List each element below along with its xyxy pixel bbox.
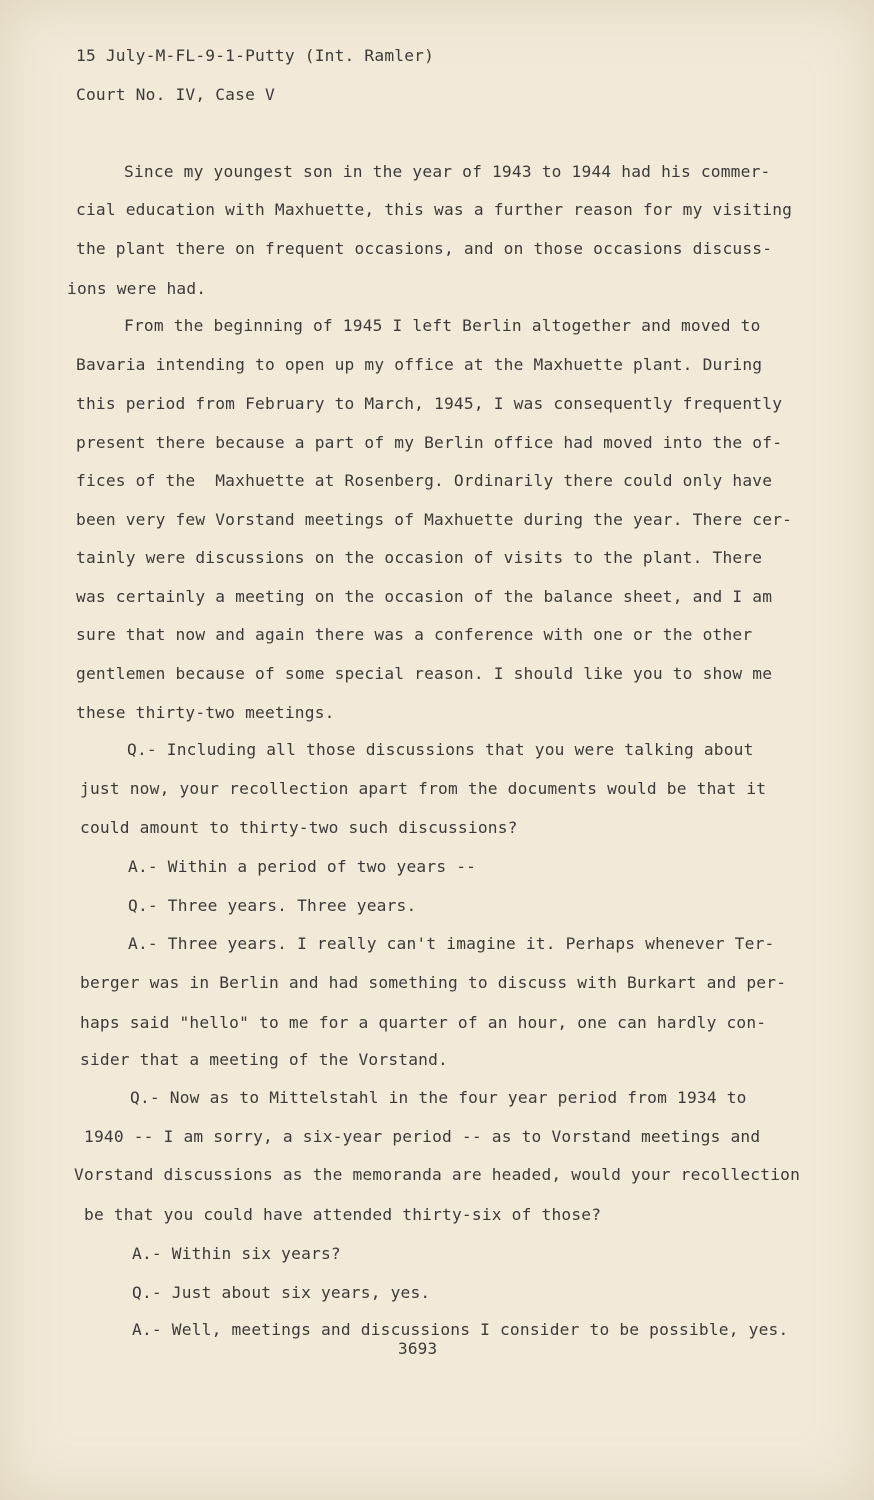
text-line: A.- Within a period of two years -- <box>128 857 477 876</box>
text-line: Since my youngest son in the year of 1943 to 1944 had his commer- <box>124 162 771 181</box>
text-line: the plant there on frequent occasions, and on those occasions discuss- <box>76 239 773 258</box>
text-line: this period from February to March, 1945, I was consequently frequently <box>76 394 783 413</box>
header-court: Court No. IV, Case V <box>76 85 275 104</box>
text-line: A.- Three years. I really can't imagine it. Perhaps whenever Ter- <box>128 934 775 953</box>
text-line: gentlemen because of some special reason. I should like you to show me <box>76 664 773 683</box>
text-line: Vorstand discussions as the memoranda are headed, would your recollection <box>74 1165 801 1184</box>
text-line: ions were had. <box>67 279 207 298</box>
text-line: was certainly a meeting on the occasion of the balance sheet, and I am <box>76 587 773 606</box>
text-line: be that you could have attended thirty-six of those? <box>84 1205 602 1224</box>
text-line: Q.- Including all those discussions that you were talking about <box>127 740 754 759</box>
text-line: Q.- Just about six years, yes. <box>132 1283 431 1302</box>
page-number: 3693 <box>398 1339 438 1358</box>
text-line: sider that a meeting of the Vorstand. <box>80 1050 448 1069</box>
text-line: berger was in Berlin and had something to discuss with Burkart and per- <box>80 973 787 992</box>
text-line: From the beginning of 1945 I left Berlin altogether and moved to <box>124 316 761 335</box>
text-line: Bavaria intending to open up my office at the Maxhuette plant. During <box>76 355 763 374</box>
text-line: tainly were discussions on the occasion of visits to the plant. There <box>76 548 763 567</box>
text-line: fices of the Maxhuette at Rosenberg. Ordinarily there could only have <box>76 471 773 490</box>
text-line: 1940 -- I am sorry, a six-year period -- as to Vorstand meetings and <box>84 1127 761 1146</box>
text-line: cial education with Maxhuette, this was a further reason for my visiting <box>76 200 793 219</box>
text-line: could amount to thirty-two such discussions? <box>80 818 518 837</box>
text-line: these thirty-two meetings. <box>76 703 335 722</box>
text-line: A.- Well, meetings and discussions I consider to be possible, yes. <box>132 1320 789 1339</box>
text-line: been very few Vorstand meetings of Maxhuette during the year. There cer- <box>76 510 793 529</box>
text-line: Q.- Now as to Mittelstahl in the four year period from 1934 to <box>130 1088 747 1107</box>
text-line: present there because a part of my Berlin office had moved into the of- <box>76 433 783 452</box>
text-line: haps said "hello" to me for a quarter of an hour, one can hardly con- <box>80 1013 767 1032</box>
text-line: A.- Within six years? <box>132 1244 341 1263</box>
text-line: Q.- Three years. Three years. <box>128 896 417 915</box>
text-line: just now, your recollection apart from the documents would be that it <box>80 779 767 798</box>
text-line: sure that now and again there was a conference with one or the other <box>76 625 753 644</box>
header-reference: 15 July-M-FL-9-1-Putty (Int. Ramler) <box>76 46 435 65</box>
